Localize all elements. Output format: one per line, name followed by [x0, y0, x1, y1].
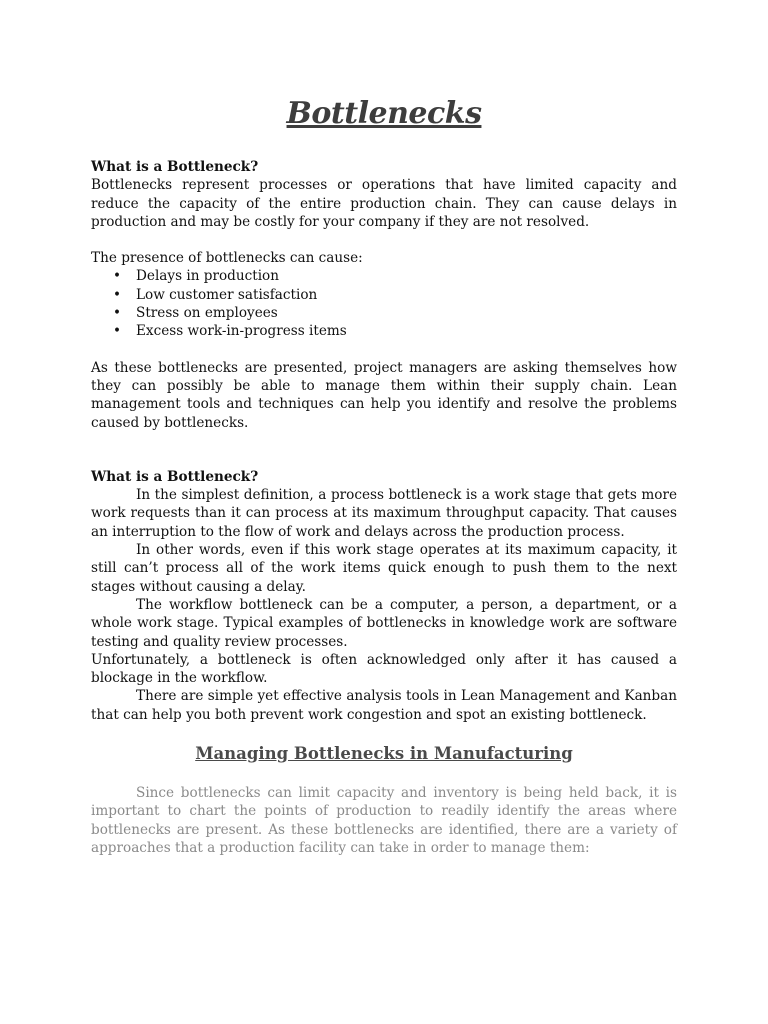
- spacer: [91, 231, 677, 249]
- document-page: [91, 92, 677, 857]
- bullet-icon: •: [113, 305, 122, 322]
- section3-paragraph: Since bottlenecks can limit capacity and inventory is being held back, it is important to chart the points of production to readily identify the areas where bottlenecks are present. As these bottlenecks are identified, there are a variety of approaches that a production facility can take in order to manage them:: [91, 785, 677, 856]
- list-item: [91, 286, 677, 304]
- list-item-text: Stress on employees: [136, 305, 278, 322]
- section3-heading: Managing Bottlenecks in Manufacturing: [195, 744, 573, 764]
- bullet-icon: •: [113, 286, 122, 303]
- list-item-text: Low customer satisfaction: [136, 286, 318, 303]
- list-item: [91, 267, 677, 285]
- section1-paragraph: Bottlenecks represent processes or operations that have limited capacity and reduce the capacity of the entire production chain. They can cause delays in production and may be costly for your company if they are not resolved.: [91, 177, 677, 230]
- section2-paragraph: There are simple yet effective analysis tools in Lean Management and Kanban that can help you both prevent work congestion and spot an existing bottleneck.: [91, 688, 677, 723]
- list-item-text: Excess work-in-progress items: [136, 323, 347, 340]
- list-item: [91, 322, 677, 340]
- causes-intro: The presence of bottlenecks can cause:: [91, 250, 363, 267]
- spacer: [91, 432, 677, 468]
- causes-list: [91, 267, 677, 340]
- section2-paragraph: Unfortunately, a bottleneck is often acknowledged only after it has caused a blockage in the workflow.: [91, 651, 677, 687]
- section1-heading: What is a Bottleneck?: [91, 159, 259, 175]
- section2-paragraph: In other words, even if this work stage operates at its maximum capacity, it still can’t process all of the work items quick enough to push them to the next stages without causing a delay.: [91, 542, 677, 595]
- list-item: [91, 304, 677, 322]
- bullet-icon: •: [113, 323, 122, 340]
- document-title: Bottlenecks: [286, 96, 482, 131]
- section2-paragraph: The workflow bottleneck can be a computer, a person, a department, or a whole work stage. Typical examples of bottlenecks in knowledge work are software testing and quality review processes.: [91, 596, 677, 650]
- spacer: [91, 341, 677, 359]
- section2-heading: What is a Bottleneck?: [91, 468, 259, 485]
- section2-paragraph: In the simplest definition, a process bottleneck is a work stage that gets more work requests than it can process at its maximum throughput capacity. That causes an interruption to the flow of work and delays across the production process.: [91, 487, 677, 540]
- bullet-icon: •: [113, 268, 122, 285]
- section1-closing: As these bottlenecks are presented, project managers are asking themselves how they can possibly be able to manage them within their supply chain. Lean management tools and techniques can help you identify and resolve the problems caused by bottlenecks.: [91, 359, 677, 431]
- list-item-text: Delays in production: [136, 268, 279, 285]
